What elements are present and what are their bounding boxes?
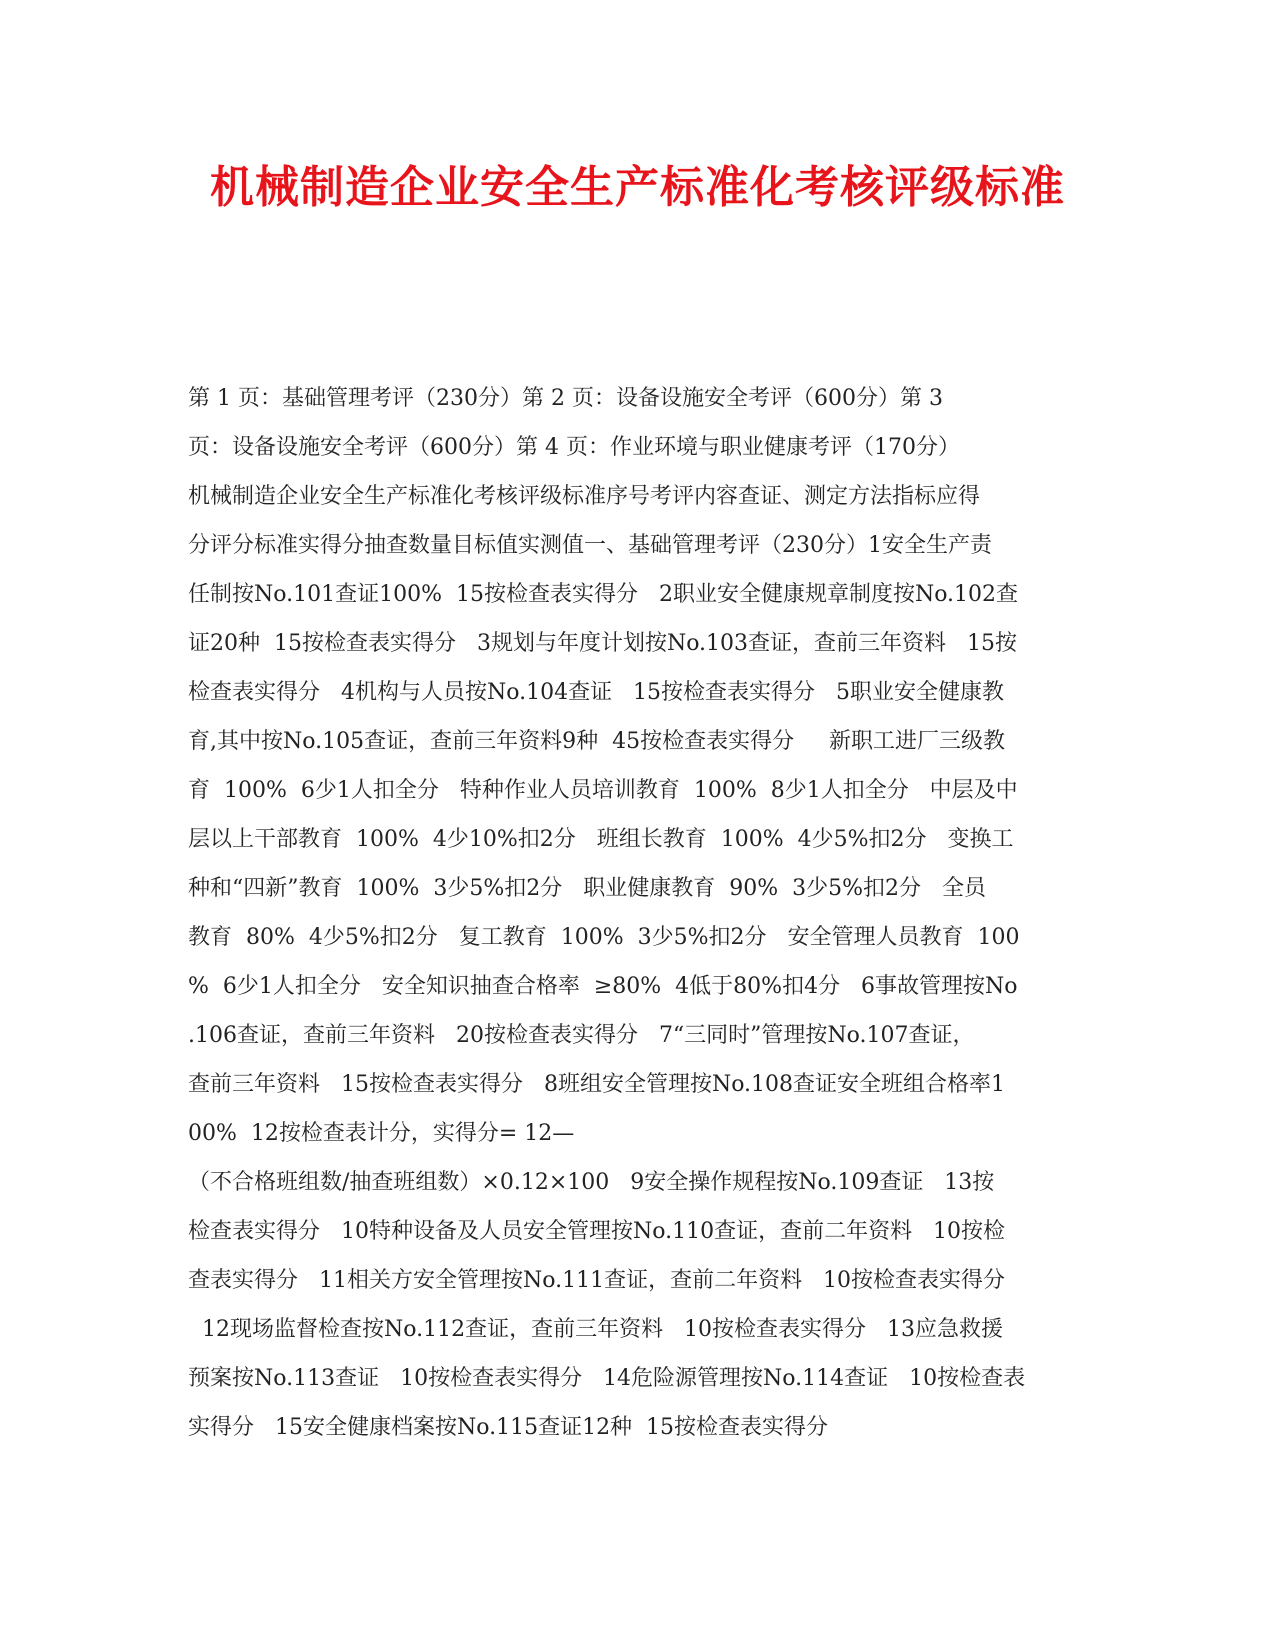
body-line: 教育 80% 4少5%扣2分 复工教育 100% 3少5%扣2分 安全管理人员教育 100 — [188, 925, 1020, 950]
body-line: 查表实得分 11相关方安全管理按No.111查证，查前二年资料 10按检查表实得分 — [188, 1268, 1006, 1293]
body-line: 00% 12按检查表计分，实得分= 12— — [188, 1121, 575, 1146]
body-line: 12现场监督检查按No.112查证，查前三年资料 10按检查表实得分 13应急救援 — [188, 1317, 1004, 1342]
body-line: 检查表实得分 4机构与人员按No.104查证 15按检查表实得分 5职业安全健康教 — [188, 680, 1005, 705]
body-line: 种和“四新”教育 100% 3少5%扣2分 职业健康教育 90% 3少5%扣2分 全员 — [188, 876, 986, 901]
body-line: .106查证，查前三年资料 20按检查表实得分 7“三同时”管理按No.107查证， — [188, 1023, 975, 1048]
body-line: 检查表实得分 10特种设备及人员安全管理按No.110查证，查前二年资料 10按检 — [188, 1219, 1006, 1244]
body-line: 预案按No.113查证 10按检查表实得分 14危险源管理按No.114查证 10按检查表 — [188, 1366, 1026, 1391]
body-line: 层以上干部教育 100% 4少10%扣2分 班组长教育 100% 4少5%扣2分 变换工 — [188, 827, 1014, 852]
body-line: 任制按No.101查证100% 15按检查表实得分 2职业安全健康规章制度按No.102查 — [188, 582, 1019, 607]
body-line: 页：设备设施安全考评（600分）第 4 页：作业环境与职业健康考评（170分） — [188, 435, 960, 460]
body-line: （不合格班组数/抽查班组数）×0.12×100 9安全操作规程按No.109查证 13按 — [188, 1170, 995, 1195]
body-line: 机械制造企业安全生产标准化考核评级标准序号考评内容查证、测定方法指标应得 — [188, 484, 981, 509]
body-line: 实得分 15安全健康档案按No.115查证12种 15按检查表实得分 — [188, 1415, 829, 1440]
body-line: 分评分标准实得分抽查数量目标值实测值一、基础管理考评（230分）1安全生产责 — [188, 533, 992, 558]
body-line: 育,其中按No.105查证，查前三年资料9种 45按检查表实得分 新职工进厂三级教 — [188, 729, 1006, 754]
body-line: 查前三年资料 15按检查表实得分 8班组安全管理按No.108查证安全班组合格率1 — [188, 1072, 1006, 1097]
body-line: 第 1 页：基础管理考评（230分）第 2 页：设备设施安全考评（600分）第 3 — [188, 386, 943, 411]
body-line: 育 100% 6少1人扣全分 特种作业人员培训教育 100% 8少1人扣全分 中层及中 — [188, 778, 1018, 803]
body-line: % 6少1人扣全分 安全知识抽查合格率 ≥80% 4低于80%扣4分 6事故管理按No — [188, 974, 1018, 999]
body-line: 证20种 15按检查表实得分 3规划与年度计划按No.103查证，查前三年资料 15按 — [188, 631, 1018, 656]
document-body — [188, 374, 1088, 1452]
document-title: 机械制造企业安全生产标准化考核评级标准 — [210, 162, 1065, 213]
